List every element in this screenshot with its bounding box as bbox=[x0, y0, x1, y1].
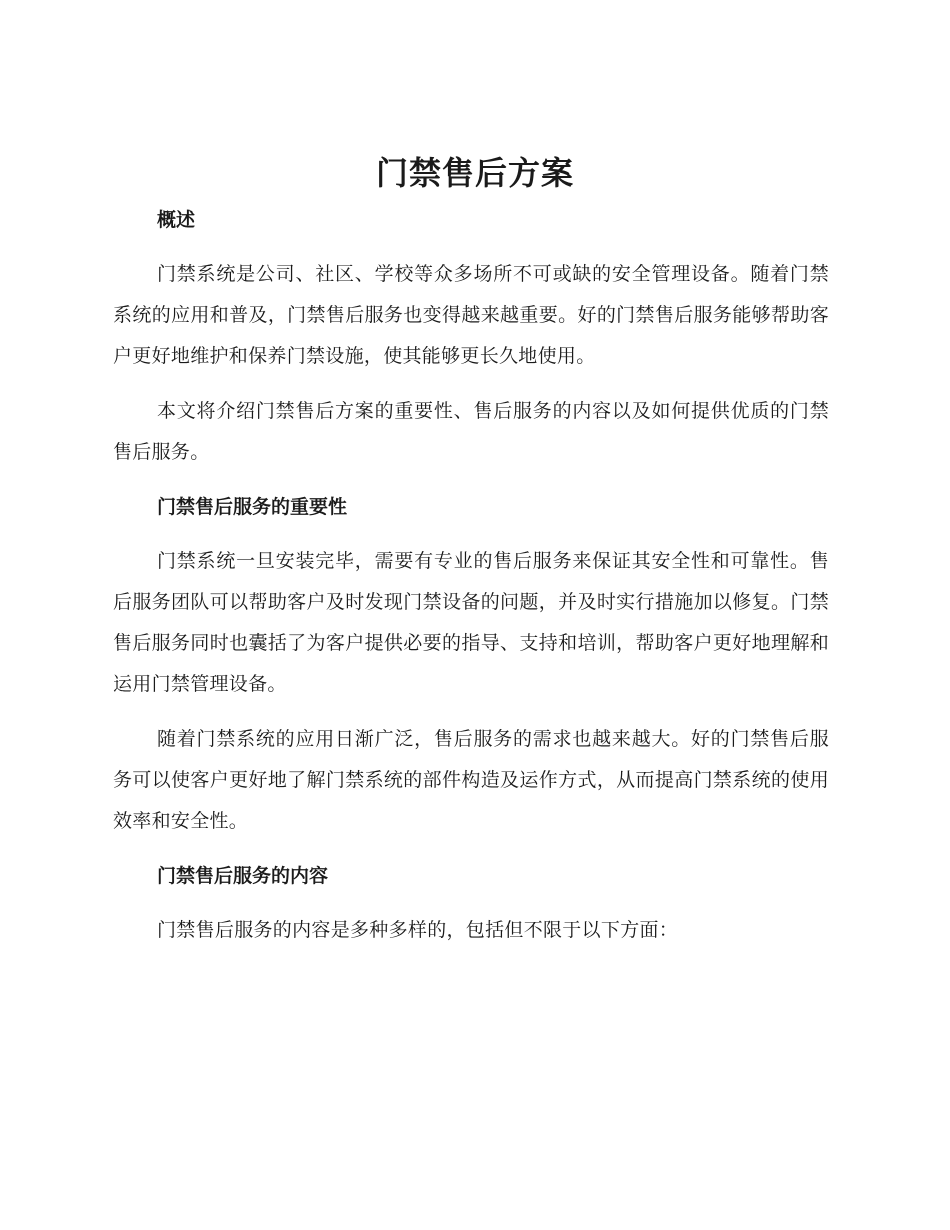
section-content bbox=[113, 856, 829, 951]
section-heading: 概述 bbox=[157, 209, 196, 231]
paragraph: 随着门禁系统的应用日渐广泛，售后服务的需求也越来越大。好的门禁售后服务可以使客户更好地了解门禁系统的部件构造及运作方式，从而提高门禁系统的使用效率和安全性。 bbox=[113, 728, 829, 832]
section-heading: 门禁售后服务的重要性 bbox=[157, 496, 348, 518]
paragraph: 门禁系统一旦安装完毕，需要有专业的售后服务来保证其安全性和可靠性。售后服务团队可以帮助客户及时发现门禁设备的问题，并及时实行措施加以修复。门禁售后服务同时也囊括了为客户提供必要的指导、支持和培训，帮助客户更好地理解和运用门禁管理设备。 bbox=[113, 550, 829, 695]
section-overview bbox=[113, 200, 829, 473]
paragraph: 本文将介绍门禁售后方案的重要性、售后服务的内容以及如何提供优质的门禁售后服务。 bbox=[113, 400, 829, 463]
paragraph: 门禁系统是公司、社区、学校等众多场所不可或缺的安全管理设备。随着门禁系统的应用和普及，门禁售后服务也变得越来越重要。好的门禁售后服务能够帮助客户更好地维护和保养门禁设施，使其能够更长久地使用。 bbox=[113, 263, 829, 367]
paragraph: 门禁售后服务的内容是多种多样的，包括但不限于以下方面： bbox=[157, 919, 679, 941]
section-importance bbox=[113, 487, 829, 842]
section-heading: 门禁售后服务的内容 bbox=[157, 865, 329, 887]
document-title: 门禁售后方案 bbox=[375, 154, 574, 192]
document-body bbox=[113, 200, 829, 951]
